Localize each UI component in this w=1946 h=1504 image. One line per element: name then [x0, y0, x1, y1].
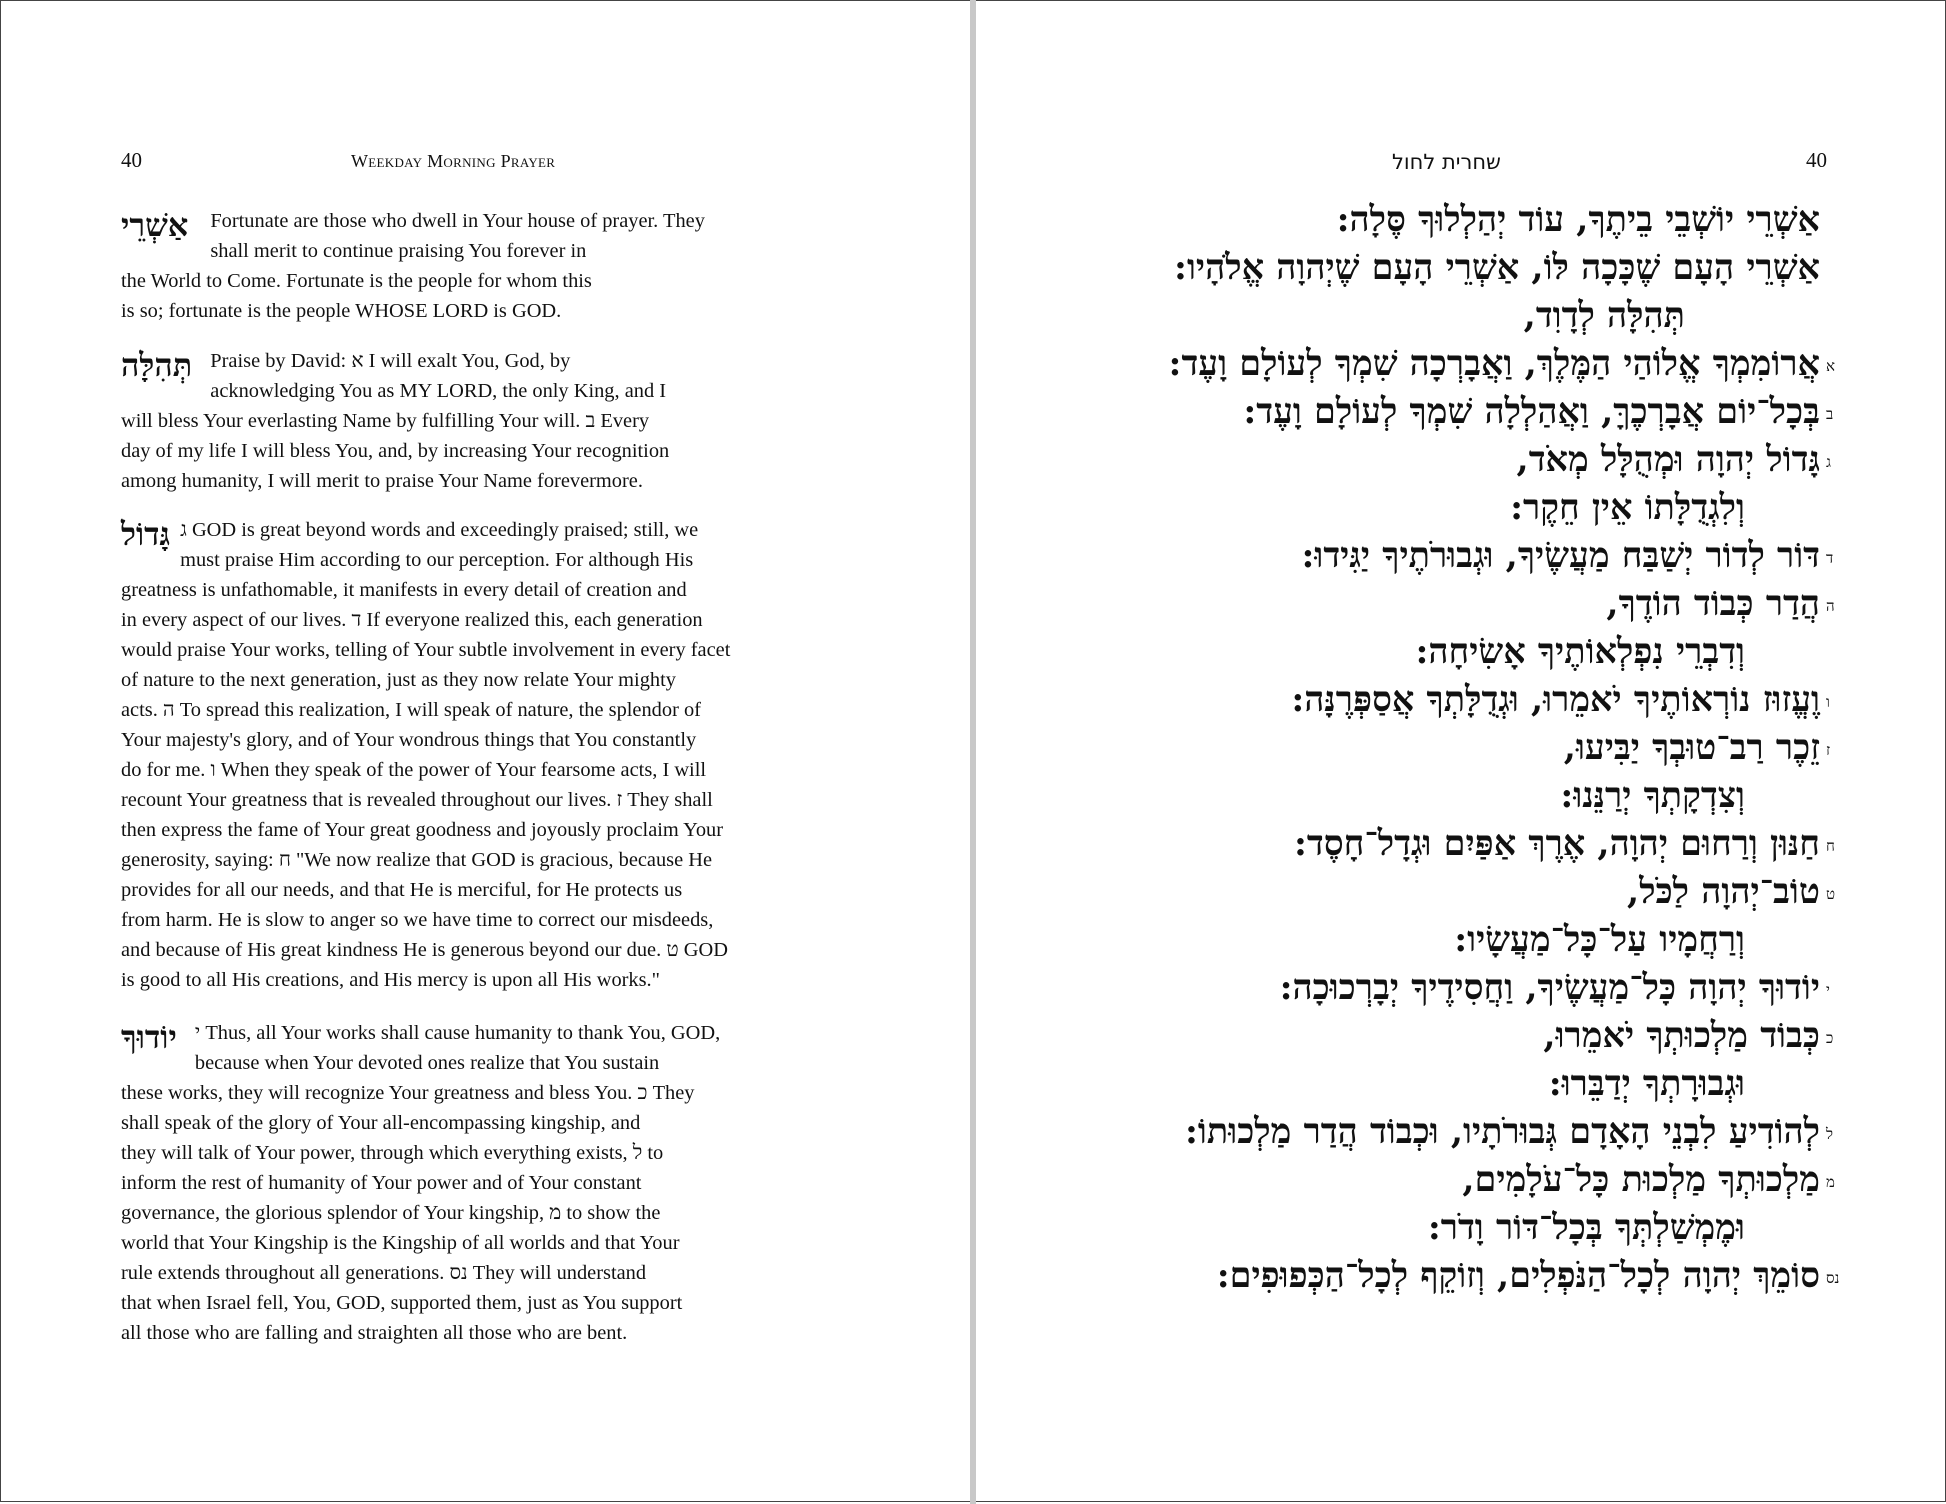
translation-line: will bless Your everlasting Name by fulfilling Your will. ב Every [121, 410, 650, 432]
translation-line: is good to all His creations, and His mercy is upon all His works." [121, 969, 660, 991]
psalm-verse-line: בְּכָל־יוֹם אֲבָרְכֶךָּ, וַאֲהַלְלָה שִׁמְךָ לְעוֹלָם וָעֶד: [1243, 391, 1820, 432]
verse-letter-marker: ג [1826, 453, 1831, 471]
translation-line: and because of His great kindness He is generous beyond our due. ט GOD [121, 939, 728, 961]
translation-line: would praise Your works, telling of Your subtle involvement in every facet [121, 639, 731, 661]
translation-line: greatness is unfathomable, it manifests in every detail of creation and [121, 579, 687, 601]
psalm-verse-line: סוֹמֵךְ יְהוָה לְכָל־הַנֹּפְלִים, וְזוֹקֵף לְכָל־הַכְּפוּפִים: [1216, 1255, 1820, 1296]
book-gutter [970, 0, 976, 1504]
translation-line: י Thus, all Your works shall cause humanity to thank You, GOD, [194, 1022, 721, 1044]
translation-line: must praise Him according to our perception. For although His [180, 549, 694, 571]
translation-line: they will talk of Your power, through which everything exists, ל to [121, 1142, 664, 1164]
verse-letter-marker: נס [1826, 1269, 1840, 1287]
translation-line: shall merit to continue praising You forever in [210, 240, 587, 262]
translation-line: all those who are falling and straighten all those who are bent. [121, 1322, 628, 1344]
verse-letter-marker: י [1826, 981, 1830, 999]
psalm-verse-line: אֲרוֹמִמְךָ אֱלוֹהַי הַמֶּלֶךְ, וַאֲבָרְכָה שִׁמְךָ לְעוֹלָם וָעֶד: [1168, 343, 1820, 384]
psalm-verse-line: כְּבוֹד מַלְכוּתְךָ יֹאמֵרוּ, [1543, 1015, 1820, 1056]
psalm-verse-line: חַנּוּן וְרַחוּם יְהוָה, אֶרֶךְ אַפַּיִם וּגְדָל־חָסֶד: [1293, 823, 1820, 864]
translation-line: governance, the glorious splendor of Your kingship, מ to show the [121, 1202, 661, 1224]
left-running-header [121, 148, 841, 178]
psalm-verse-line: וְדִבְרֵי נִפְלְאוֹתֶיךָ אָשִׂיחָה: [1415, 631, 1745, 672]
translation-line: ג GOD is great beyond words and exceedingly praised; still, we [180, 519, 699, 541]
psalm-verse-line: גָּדוֹל יְהוָה וּמְהֻלָּל מְאֹד, [1516, 439, 1820, 480]
translation-line: Your majesty's glory, and of Your wondrous things that You constantly [121, 729, 697, 751]
translation-line: acts. ה To spread this realization, I will speak of nature, the splendor of [121, 699, 701, 721]
translation-line: day of my life I will bless You, and, by increasing Your recognition [121, 440, 670, 462]
psalm-verse-line: יוֹדוּךָ יְהוָה כָּל־מַעֲשֶׂיךָ, וַחֲסִידֶיךָ יְבָרְכוּכָה: [1279, 967, 1820, 1008]
verse-letter-marker: כ [1826, 1029, 1834, 1047]
psalm-verse-line: אַשְׁרֵי יוֹשְׁבֵי בֵיתֶךָ, עוֹד יְהַלְלוּךָ סֶּלָה: [1336, 199, 1820, 240]
translation-line: provides for all our needs, and that He is merciful, for He protects us [121, 879, 683, 901]
left-running-title: Weekday Morning Prayer [351, 151, 556, 171]
translation-line: of nature to the next generation, just as they now relate Your mighty [121, 669, 676, 691]
verse-letter-marker: ל [1826, 1125, 1834, 1143]
psalm-verse-line: וְלִגְדֻלָּתוֹ אֵין חֵקֶר: [1510, 487, 1745, 528]
verse-letter-marker: ב [1826, 405, 1834, 423]
psalm-verse-line: טוֹב־יְהוָה לַכֹּל, [1627, 871, 1820, 912]
translation-line: rule extends throughout all generations. נס They will understand [121, 1262, 647, 1284]
hebrew-lead-word: גָּדוֹל [121, 515, 171, 553]
right-running-header [974, 148, 1946, 178]
translation-line: these works, they will recognize Your greatness and bless You. כ They [121, 1082, 695, 1104]
verse-letter-marker: ח [1826, 837, 1835, 855]
verse-letter-marker: א [1826, 357, 1836, 375]
translation-line: is so; fortunate is the people WHOSE LORD is GOD. [121, 300, 562, 322]
translation-paragraph [121, 346, 856, 496]
verse-letter-marker: ו [1826, 693, 1830, 711]
psalm-verse-line: דּוֹר לְדוֹר יְשַׁבַּח מַעֲשֶׂיךָ, וּגְבוּרֹתֶיךָ יַגִּידוּ: [1301, 535, 1820, 576]
translation-line: Fortunate are those who dwell in Your house of prayer. They [210, 210, 705, 232]
hebrew-lead-word: יוֹדוּךָ [121, 1018, 177, 1056]
verse-letter-marker: ט [1826, 885, 1836, 903]
translation-line: generosity, saying: ח "We now realize that GOD is gracious, because He [121, 849, 713, 871]
left-page-number: 40 [121, 148, 142, 172]
hebrew-lead-word: תְּהִלָּה [121, 346, 193, 384]
right-running-title: שחרית לחול [1392, 150, 1501, 174]
psalm-verse-line: תְּהִלָּה לְדָוִד, [1523, 295, 1685, 336]
translation-paragraph [121, 206, 856, 326]
translation-paragraph [121, 1018, 856, 1348]
right-page [973, 0, 1946, 1502]
psalm-verse-line: וּגְבוּרָתְךָ יְדַבֵּרוּ: [1548, 1063, 1745, 1104]
translation-line: Praise by David: א I will exalt You, God, by [210, 350, 571, 372]
translation-line: do for me. ו When they speak of the power of Your fearsome acts, I will [121, 759, 707, 781]
psalm-verse-line: וְרַחֲמָיו עַל־כָּל־מַעֲשָׂיו: [1454, 919, 1745, 960]
translation-line: acknowledging You as MY LORD, the only King, and I [210, 380, 667, 402]
translation-line: that when Israel fell, You, GOD, supported them, just as You support [121, 1292, 683, 1314]
translation-line: world that Your Kingship is the Kingship of all worlds and that Your [121, 1232, 680, 1254]
psalm-verse-line: וְצִדְקָתְךָ יְרַנֵּנוּ: [1560, 775, 1745, 816]
verse-letter-marker: ז [1826, 741, 1831, 759]
translation-line: from harm. He is slow to anger so we have time to correct our misdeeds, [121, 909, 714, 931]
right-page-number: 40 [1806, 148, 1827, 172]
verse-letter-marker: ה [1826, 597, 1835, 615]
psalm-verse-line: מַלְכוּתְךָ מַלְכוּת כָּל־עֹלָמִים, [1462, 1159, 1820, 1200]
left-page [0, 0, 973, 1502]
psalm-verse-line: זֵכֶר רַב־טוּבְךָ יַבִּיעוּ, [1563, 727, 1820, 768]
psalm-verse-line: לְהוֹדִיעַ לִבְנֵי הָאָדָם גְּבוּרֹתָיו, וּכְבוֹד הֲדַר מַלְכוּתוֹ: [1185, 1111, 1820, 1152]
translation-line: because when Your devoted ones realize that You sustain [194, 1052, 660, 1074]
verse-letter-marker: מ [1826, 1173, 1835, 1191]
translation-line: then express the fame of Your great goodness and joyously proclaim Your [121, 819, 723, 841]
psalm-verse-line: וּמֶמְשַׁלְתְּךָ בְּכָל־דּוֹר וָדֹר: [1427, 1207, 1745, 1248]
translation-line: in every aspect of our lives. ד If everyone realized this, each generation [121, 609, 703, 631]
psalm-verse-line: אַשְׁרֵי הָעָם שֶׁכָּכָה לּוֹ, אַשְׁרֵי הָעָם שֶׁיְהוָה אֱלֹהָיו: [1174, 247, 1820, 288]
verse-letter-marker: ד [1826, 549, 1834, 567]
psalm-verse-line: הֲדַר כְּבוֹד הוֹדֶךָ, [1606, 583, 1820, 624]
hebrew-lead-word: אַשְׁרֵי [121, 206, 189, 244]
translation-line: inform the rest of humanity of Your power and of Your constant [121, 1172, 642, 1194]
translation-paragraph [121, 515, 856, 995]
translation-line: recount Your greatness that is revealed throughout our lives. ז They shall [121, 789, 713, 811]
psalm-verse-line: וֶעֱזוּז נוֹרְאוֹתֶיךָ יֹאמֵרוּ, וּגְדֻלָּתְךָ אֲסַפְּרֶנָּה: [1291, 679, 1820, 720]
translation-line: shall speak of the glory of Your all-encompassing kingship, and [121, 1112, 641, 1134]
translation-line: among humanity, I will merit to praise Your Name forevermore. [121, 470, 643, 492]
translation-line: the World to Come. Fortunate is the people for whom this [121, 270, 592, 292]
